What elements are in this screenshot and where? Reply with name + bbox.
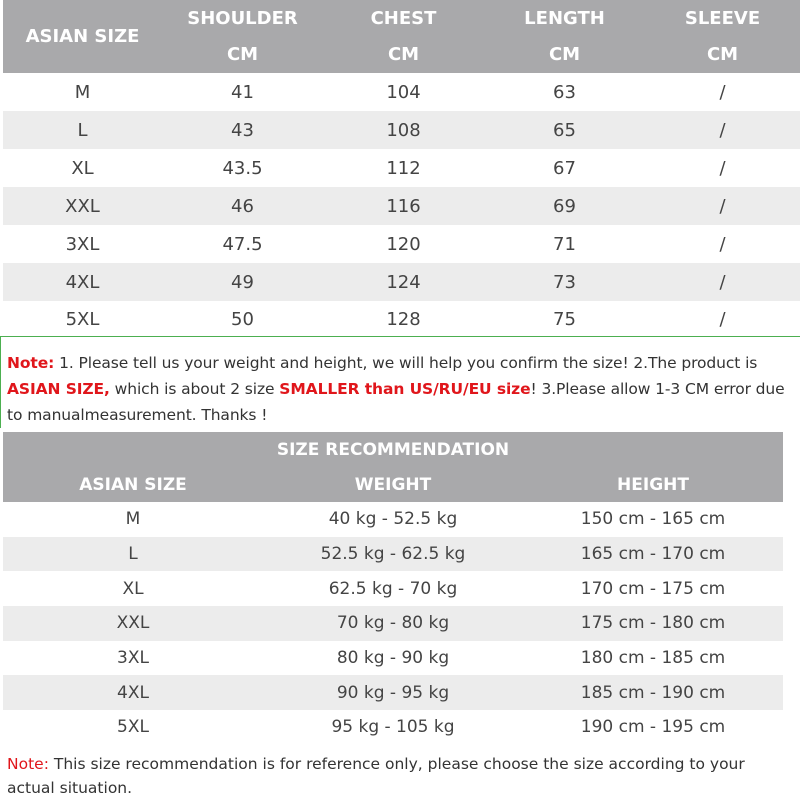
header-weight: WEIGHT bbox=[354, 474, 432, 495]
cell-size: XL bbox=[122, 578, 144, 599]
note-text: which is about 2 size bbox=[109, 380, 280, 398]
header-asian-size: ASIAN SIZE bbox=[79, 474, 187, 495]
cell-shoulder: 41 bbox=[231, 81, 254, 103]
cell-weight: 80 kg - 90 kg bbox=[336, 648, 450, 669]
cell-height: 185 cm - 190 cm bbox=[523, 675, 783, 710]
cell-weight: 40 kg - 52.5 kg bbox=[328, 509, 458, 530]
cell-sleeve: / bbox=[719, 308, 726, 330]
cell-size: 5XL bbox=[117, 717, 149, 738]
table-row bbox=[3, 571, 783, 606]
cell-size: 3XL bbox=[65, 233, 100, 255]
note-label: Note: bbox=[7, 354, 55, 372]
cell-length: 67 bbox=[553, 157, 576, 179]
cell-sleeve: / bbox=[719, 233, 726, 255]
table-row bbox=[3, 502, 783, 537]
cell-length: 69 bbox=[484, 187, 645, 225]
table-row bbox=[3, 301, 800, 337]
cell-sleeve: / bbox=[645, 187, 800, 225]
cell-shoulder: 46 bbox=[162, 187, 323, 225]
cell-shoulder: 50 bbox=[231, 308, 254, 330]
cell-weight: 62.5 kg - 70 kg bbox=[328, 578, 458, 599]
size-recommendation-table bbox=[3, 432, 783, 745]
recommendation-header-row bbox=[3, 467, 783, 502]
cell-sleeve: / bbox=[645, 111, 800, 149]
cell-height: 170 cm - 175 cm bbox=[580, 578, 726, 599]
header-shoulder: SHOULDER bbox=[187, 7, 298, 29]
header-chest: CHEST bbox=[370, 7, 437, 29]
recommendation-note bbox=[7, 752, 797, 800]
size-note bbox=[0, 336, 800, 428]
size-chart-header-row bbox=[3, 0, 800, 36]
table-row bbox=[3, 149, 800, 187]
cell-size: 3XL bbox=[117, 648, 149, 669]
table-row bbox=[3, 675, 783, 710]
table-row bbox=[3, 537, 783, 572]
table-row bbox=[3, 73, 800, 111]
cell-chest: 128 bbox=[386, 308, 421, 330]
cell-chest: 112 bbox=[386, 157, 421, 179]
cell-shoulder: 43 bbox=[162, 111, 323, 149]
note-text: This size recommendation is for reference only, please choose the size according to your actual situation. bbox=[7, 755, 745, 797]
cell-chest: 120 bbox=[386, 233, 421, 255]
cell-size: L bbox=[3, 111, 162, 149]
cell-height: 175 cm - 180 cm bbox=[523, 606, 783, 641]
cell-sleeve: / bbox=[645, 263, 800, 301]
cell-length: 63 bbox=[553, 81, 576, 103]
asian-size-highlight: ASIAN SIZE, bbox=[7, 380, 110, 398]
unit-cm: CM bbox=[226, 44, 259, 65]
cell-weight: 70 kg - 80 kg bbox=[263, 606, 523, 641]
note-text: 1. Please tell us your weight and height, we will help you confirm the size! 2.The product is bbox=[54, 354, 758, 372]
cell-size: 5XL bbox=[65, 308, 100, 330]
smaller-size-highlight: SMALLER than US/RU/EU size bbox=[279, 380, 531, 398]
size-chart-table bbox=[3, 0, 800, 337]
cell-length: 71 bbox=[553, 233, 576, 255]
cell-height: 180 cm - 185 cm bbox=[580, 648, 726, 669]
header-sleeve: SLEEVE bbox=[684, 7, 761, 29]
table-row bbox=[3, 606, 783, 641]
cell-weight: 52.5 kg - 62.5 kg bbox=[263, 537, 523, 572]
table-row bbox=[3, 225, 800, 263]
cell-height: 190 cm - 195 cm bbox=[580, 717, 726, 738]
cell-shoulder: 47.5 bbox=[222, 233, 263, 255]
cell-sleeve: / bbox=[719, 157, 726, 179]
table-row bbox=[3, 187, 800, 225]
note-text: ! 3.Please allow 1-3 CM error due to manualmeasurement. Thanks ! bbox=[7, 380, 785, 424]
table-row bbox=[3, 641, 783, 676]
cell-size: M bbox=[125, 509, 141, 530]
cell-weight: 95 kg - 105 kg bbox=[331, 717, 455, 738]
unit-cm: CM bbox=[548, 44, 581, 65]
cell-size: 4XL bbox=[3, 263, 162, 301]
cell-size: L bbox=[3, 537, 263, 572]
table-row bbox=[3, 111, 800, 149]
cell-length: 75 bbox=[553, 308, 576, 330]
cell-shoulder: 49 bbox=[162, 263, 323, 301]
cell-chest: 124 bbox=[323, 263, 484, 301]
note-label: Note: bbox=[7, 755, 49, 773]
cell-shoulder: 43.5 bbox=[222, 157, 263, 179]
recommendation-title-row bbox=[3, 432, 783, 467]
recommendation-title: SIZE RECOMMENDATION bbox=[276, 439, 510, 460]
cell-chest: 104 bbox=[386, 81, 421, 103]
header-length: LENGTH bbox=[524, 7, 605, 29]
table-row bbox=[3, 710, 783, 745]
header-asian-size: ASIAN SIZE bbox=[25, 26, 140, 47]
cell-weight: 90 kg - 95 kg bbox=[263, 675, 523, 710]
header-height: HEIGHT bbox=[617, 474, 689, 495]
cell-length: 65 bbox=[484, 111, 645, 149]
cell-size: 4XL bbox=[3, 675, 263, 710]
unit-cm: CM bbox=[387, 44, 420, 65]
cell-size: XXL bbox=[3, 187, 162, 225]
cell-length: 73 bbox=[484, 263, 645, 301]
cell-height: 165 cm - 170 cm bbox=[523, 537, 783, 572]
cell-height: 150 cm - 165 cm bbox=[580, 509, 726, 530]
cell-chest: 108 bbox=[323, 111, 484, 149]
table-row bbox=[3, 263, 800, 301]
cell-chest: 116 bbox=[323, 187, 484, 225]
cell-size: XXL bbox=[3, 606, 263, 641]
cell-size: M bbox=[74, 81, 91, 103]
unit-cm: CM bbox=[706, 44, 739, 65]
cell-sleeve: / bbox=[719, 81, 726, 103]
cell-size: XL bbox=[71, 157, 94, 179]
